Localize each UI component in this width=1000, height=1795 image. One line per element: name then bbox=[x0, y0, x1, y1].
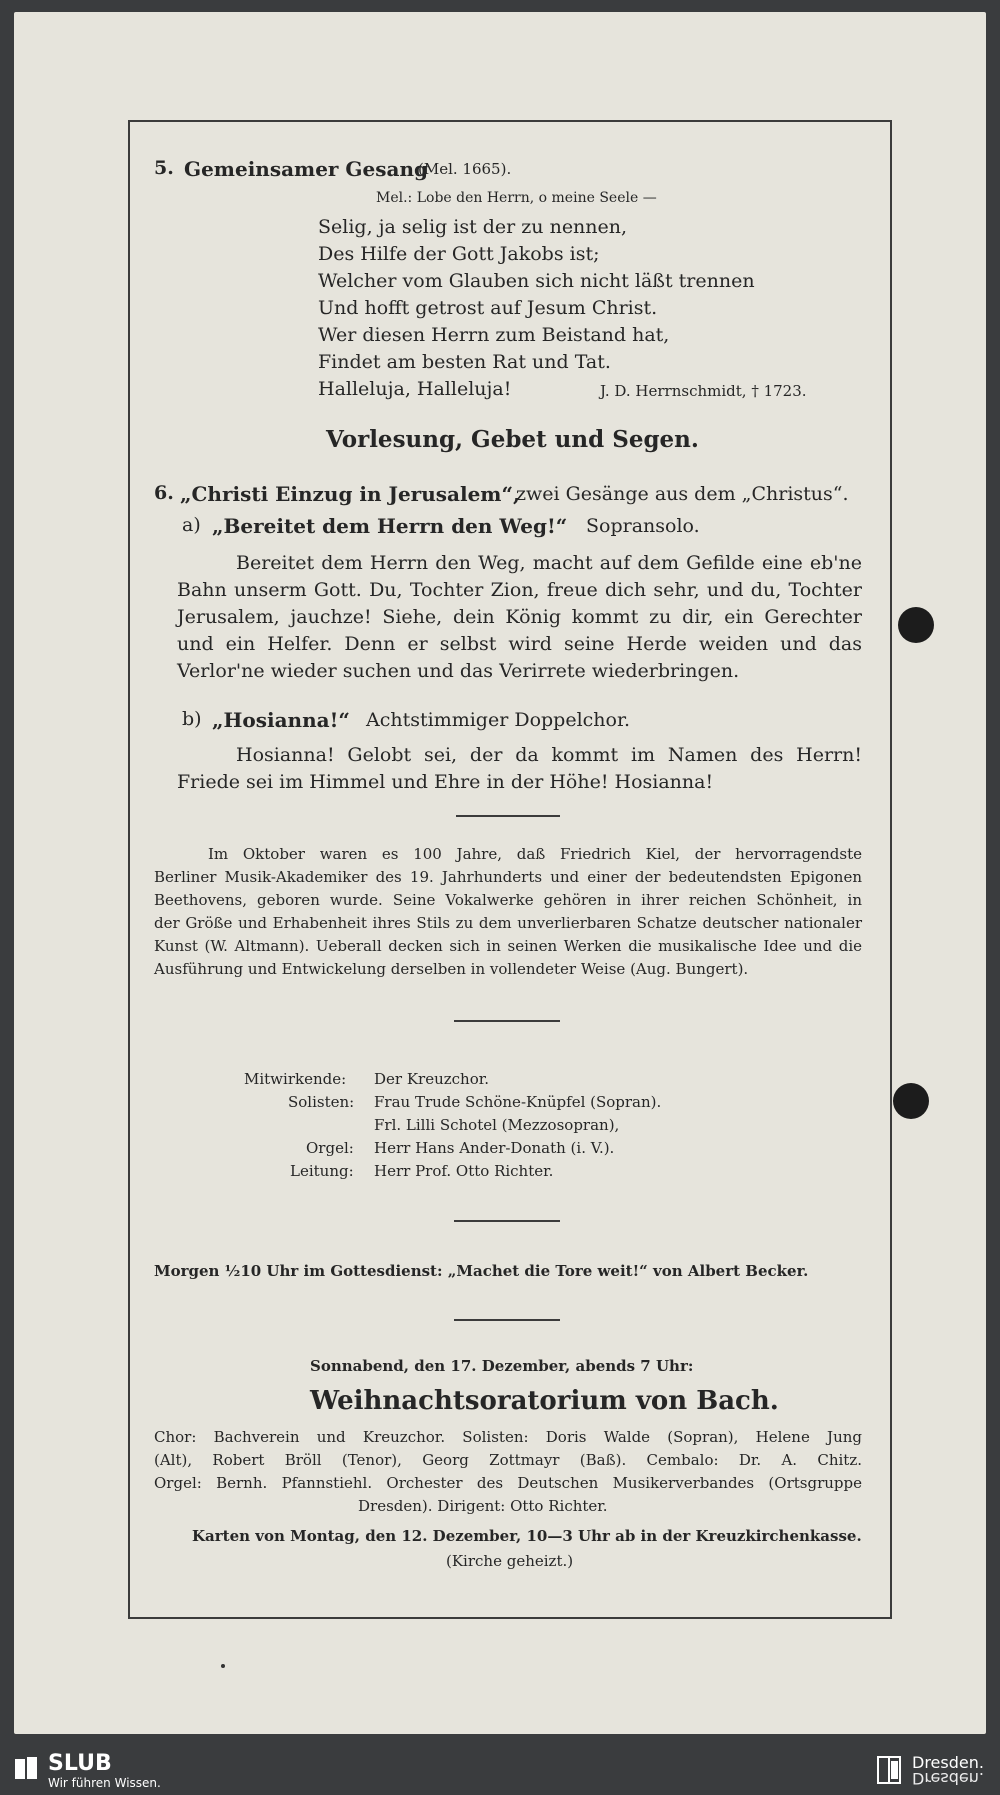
divider bbox=[454, 1220, 560, 1222]
section-6-number: 6. bbox=[154, 482, 174, 504]
verse-line: Des Hilfe der Gott Jakobs ist; bbox=[318, 243, 600, 265]
vorlesung-heading: Vorlesung, Gebet und Segen. bbox=[326, 426, 699, 453]
concert-line: Dresden). Dirigent: Otto Richter. bbox=[358, 1497, 608, 1515]
leitung-label: Leitung: bbox=[290, 1162, 354, 1180]
section-6-heading-rest: zwei Gesänge aus dem „Christus“. bbox=[516, 483, 849, 505]
text-line: Hosianna! Gelobt sei, der da kommt im Namen des Herrn! bbox=[236, 744, 862, 766]
kiel-line: Berliner Musik-Akademiker des 19. Jahrhunderts und einer der bedeutendsten Epigonen bbox=[154, 868, 862, 886]
solisten-label: Solisten: bbox=[288, 1093, 355, 1111]
divider bbox=[454, 1319, 560, 1321]
text-line: Jerusalem, jauchze! Siehe, dein König kommt zu dir, ein Gerechter bbox=[177, 606, 862, 628]
slub-tagline: Wir führen Wissen. bbox=[48, 1776, 161, 1790]
text-line: Verlor'ne wieder suchen und das Verirrete wiederbringen. bbox=[177, 660, 740, 682]
solist: Frau Trude Schöne-Knüpfel (Sopran). bbox=[374, 1093, 662, 1111]
hymn-author: J. D. Herrnschmidt, † 1723. bbox=[600, 382, 807, 400]
concert-title: Weihnachtsoratorium von Bach. bbox=[310, 1386, 779, 1416]
kiel-line: Kunst (W. Altmann). Ueberall decken sich in seinen Werken die musikalische Idee und die bbox=[154, 937, 862, 955]
part-b-label: b) bbox=[182, 708, 202, 730]
part-b-voice: Achtstimmiger Doppelchor. bbox=[366, 709, 631, 731]
mitwirkende-label: Mitwirkende: bbox=[244, 1070, 347, 1088]
section-5-melody-number: (Mel. 1665). bbox=[418, 160, 512, 178]
heating-note: (Kirche geheizt.) bbox=[446, 1552, 574, 1570]
punch-hole-bottom bbox=[893, 1083, 929, 1119]
part-a-label: a) bbox=[182, 514, 201, 536]
mitwirkende-value: Der Kreuzchor. bbox=[374, 1070, 490, 1088]
punch-hole-top bbox=[898, 607, 934, 643]
text-line: und ein Helfer. Denn er selbst wird seine Herde weiden und das bbox=[177, 633, 862, 655]
concert-line: Orgel: Bernh. Pfannstiehl. Orchester des Deutschen Musikerverbandes (Ortsgruppe bbox=[154, 1474, 862, 1492]
text-line: Bahn unserm Gott. Du, Tochter Zion, freue dich sehr, und du, Tochter bbox=[177, 579, 862, 601]
orgel-value: Herr Hans Ander-Donath (i. V.). bbox=[374, 1139, 615, 1157]
verse-line: Findet am besten Rat und Tat. bbox=[318, 351, 611, 373]
section-6-heading: „Christi Einzug in Jerusalem“, bbox=[180, 482, 520, 506]
kiel-line: Beethovens, geboren wurde. Seine Vokalwerke gehören in ihrer reichen Schönheit, in bbox=[154, 891, 862, 909]
part-a-title: „Bereitet dem Herrn den Weg!“ bbox=[212, 514, 568, 538]
text-line: Friede sei im Himmel und Ehre in der Höhe! Hosianna! bbox=[177, 771, 714, 793]
verse-line: Selig, ja selig ist der zu nennen, bbox=[318, 216, 628, 238]
kiel-line: Im Oktober waren es 100 Jahre, daß Friedrich Kiel, der hervorragendste bbox=[208, 845, 862, 863]
paper-speck bbox=[221, 1664, 225, 1668]
text-line: Bereitet dem Herrn den Weg, macht auf dem Gefilde eine eb'ne bbox=[236, 552, 862, 574]
footer-bar bbox=[0, 1747, 1000, 1795]
dresden-wordmark-mirror: Dresden. bbox=[912, 1769, 984, 1788]
dresden-wordmark[interactable]: Dresden. bbox=[912, 1753, 984, 1772]
divider bbox=[454, 1020, 560, 1022]
orgel-label: Orgel: bbox=[306, 1139, 354, 1157]
section-5-heading: Gemeinsamer Gesang bbox=[184, 157, 428, 181]
verse-line: Wer diesen Herrn zum Beistand hat, bbox=[318, 324, 670, 346]
concert-line: (Alt), Robert Bröll (Tenor), Georg Zottmayr (Baß). Cembalo: Dr. A. Chitz. bbox=[154, 1451, 862, 1469]
book-icon bbox=[12, 1755, 40, 1783]
slub-logo-text[interactable]: SLUB bbox=[48, 1751, 112, 1776]
verse-line: Welcher vom Glauben sich nicht läßt trennen bbox=[318, 270, 755, 292]
kiel-line: der Größe und Erhabenheit ihres Stils zu dem unverlierbaren Schatze deutscher nationaler bbox=[154, 914, 862, 932]
verse-line: Und hofft getrost auf Jesum Christ. bbox=[318, 297, 658, 319]
part-a-voice: Sopransolo. bbox=[586, 515, 700, 537]
divider bbox=[456, 815, 560, 817]
morgen-notice: Morgen ½10 Uhr im Gottesdienst: „Machet die Tore weit!“ von Albert Becker. bbox=[154, 1262, 809, 1280]
verse-line: Halleluja, Halleluja! bbox=[318, 378, 512, 400]
concert-date: Sonnabend, den 17. Dezember, abends 7 Uhr: bbox=[310, 1357, 694, 1375]
kiel-line: Ausführung und Entwickelung derselben in vollendeter Weise (Aug. Bungert). bbox=[154, 960, 749, 978]
solist: Frl. Lilli Schotel (Mezzosopran), bbox=[374, 1116, 620, 1134]
dresden-crest-icon bbox=[876, 1755, 902, 1785]
part-b-title: „Hosianna!“ bbox=[212, 708, 350, 732]
melody-line: Mel.: Lobe den Herrn, o meine Seele — bbox=[376, 190, 657, 206]
section-5-number: 5. bbox=[154, 157, 174, 179]
ticket-info: Karten von Montag, den 12. Dezember, 10—3 Uhr ab in der Kreuzkirchenkasse. bbox=[192, 1527, 862, 1545]
concert-line: Chor: Bachverein und Kreuzchor. Solisten: Doris Walde (Sopran), Helene Jung bbox=[154, 1428, 862, 1446]
leitung-value: Herr Prof. Otto Richter. bbox=[374, 1162, 554, 1180]
